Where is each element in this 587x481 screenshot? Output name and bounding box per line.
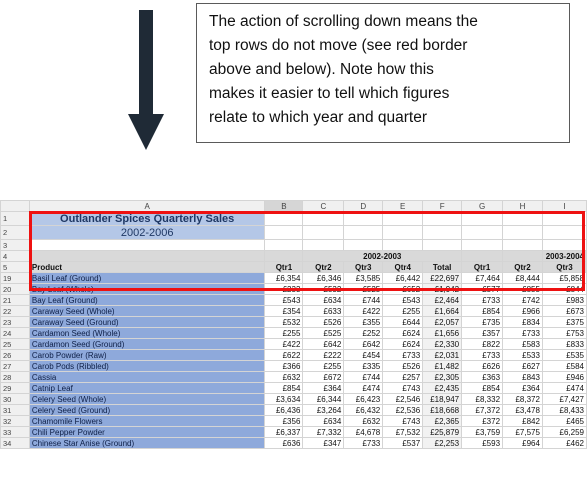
value-cell[interactable]: £5,858: [542, 273, 586, 284]
value-cell[interactable]: £2,546: [383, 394, 423, 405]
value-cell[interactable]: £474: [542, 383, 586, 394]
cell[interactable]: [383, 226, 423, 240]
value-cell[interactable]: £537: [383, 438, 423, 449]
value-cell[interactable]: £632: [265, 372, 303, 383]
total-cell[interactable]: £2,253: [423, 438, 462, 449]
value-cell[interactable]: £584: [542, 361, 586, 372]
value-cell[interactable]: £822: [462, 339, 503, 350]
column-header-i[interactable]: I: [542, 201, 586, 212]
product-cell[interactable]: Bay Leaf (Whole): [29, 284, 265, 295]
qtr-header[interactable]: Qtr3: [344, 262, 383, 273]
row-number[interactable]: 27: [1, 361, 30, 372]
product-cell[interactable]: Cardamon Seed (Ground): [29, 339, 265, 350]
value-cell[interactable]: £626: [462, 361, 503, 372]
value-cell[interactable]: £7,372: [462, 405, 503, 416]
cell[interactable]: [29, 251, 265, 262]
cell[interactable]: [503, 212, 543, 226]
value-cell[interactable]: £257: [383, 372, 423, 383]
value-cell[interactable]: £946: [542, 372, 586, 383]
callout-line: makes it easier to tell which figures: [209, 85, 450, 102]
value-cell[interactable]: £7,332: [303, 427, 344, 438]
value-cell[interactable]: £636: [265, 438, 303, 449]
value-cell[interactable]: £6,423: [344, 394, 383, 405]
value-cell[interactable]: £644: [383, 317, 423, 328]
qtr-header[interactable]: Qtr4: [383, 262, 423, 273]
table-row: [1, 306, 587, 317]
row-number[interactable]: 29: [1, 383, 30, 394]
total-cell[interactable]: £25,879: [423, 427, 462, 438]
callout-line: relate to which year and quarter: [209, 109, 427, 126]
total-cell[interactable]: £2,031: [423, 350, 462, 361]
value-cell[interactable]: £233: [265, 284, 303, 295]
row-number[interactable]: 32: [1, 416, 30, 427]
total-cell[interactable]: £2,365: [423, 416, 462, 427]
value-cell[interactable]: £474: [344, 383, 383, 394]
frozen-row-2: [1, 226, 587, 240]
value-cell[interactable]: £743: [383, 416, 423, 427]
product-cell[interactable]: Cardamon Seed (Whole): [29, 328, 265, 339]
value-cell[interactable]: £735: [462, 317, 503, 328]
table-row: [1, 339, 587, 350]
value-cell[interactable]: £526: [303, 317, 344, 328]
cell[interactable]: [303, 212, 344, 226]
cell[interactable]: [265, 240, 303, 251]
value-cell[interactable]: £543: [383, 295, 423, 306]
total-cell[interactable]: £1,656: [423, 328, 462, 339]
value-cell[interactable]: £634: [303, 295, 344, 306]
product-cell[interactable]: Chinese Star Anise (Ground): [29, 438, 265, 449]
column-header-f[interactable]: F: [423, 201, 462, 212]
product-cell[interactable]: Cassia: [29, 372, 265, 383]
table-row: [1, 383, 587, 394]
year-header-2002-2003[interactable]: 2002-2003: [303, 251, 462, 262]
value-cell[interactable]: £632: [344, 416, 383, 427]
cell[interactable]: [542, 212, 586, 226]
product-cell[interactable]: Catnip Leaf: [29, 383, 265, 394]
value-cell[interactable]: £6,346: [303, 273, 344, 284]
row-number[interactable]: 21: [1, 295, 30, 306]
table-row: [1, 273, 587, 284]
cell[interactable]: [503, 251, 543, 262]
cell[interactable]: [462, 251, 503, 262]
value-cell[interactable]: £255: [265, 328, 303, 339]
value-cell[interactable]: £372: [462, 416, 503, 427]
column-header-g[interactable]: G: [462, 201, 503, 212]
value-cell[interactable]: £525: [344, 284, 383, 295]
table-row: [1, 394, 587, 405]
value-cell[interactable]: £627: [503, 361, 543, 372]
value-cell[interactable]: £753: [542, 328, 586, 339]
row-number[interactable]: 2: [1, 226, 30, 240]
product-cell[interactable]: Chamomile Flowers: [29, 416, 265, 427]
value-cell[interactable]: £642: [303, 339, 344, 350]
value-cell[interactable]: £3,634: [265, 394, 303, 405]
row-number[interactable]: 23: [1, 317, 30, 328]
value-cell[interactable]: £252: [344, 328, 383, 339]
value-cell[interactable]: £422: [265, 339, 303, 350]
cell[interactable]: [462, 226, 503, 240]
total-cell[interactable]: £22,697: [423, 273, 462, 284]
value-cell[interactable]: £526: [383, 361, 423, 372]
value-cell[interactable]: £533: [503, 350, 543, 361]
value-cell[interactable]: £462: [542, 438, 586, 449]
column-header-h[interactable]: H: [503, 201, 543, 212]
table-row: [1, 427, 587, 438]
row-number[interactable]: 22: [1, 306, 30, 317]
value-cell[interactable]: £335: [344, 361, 383, 372]
value-cell[interactable]: £742: [503, 295, 543, 306]
product-cell[interactable]: Caraway Seed (Whole): [29, 306, 265, 317]
value-cell[interactable]: £3,264: [303, 405, 344, 416]
sheet-title[interactable]: Outlander Spices Quarterly Sales: [29, 212, 265, 226]
value-cell[interactable]: £854: [462, 383, 503, 394]
value-cell[interactable]: £347: [303, 438, 344, 449]
cell[interactable]: [344, 226, 383, 240]
value-cell[interactable]: £535: [542, 350, 586, 361]
data-rows: [1, 273, 587, 449]
callout-note: [196, 3, 570, 143]
cell[interactable]: [542, 226, 586, 240]
cell[interactable]: [265, 251, 303, 262]
row-number[interactable]: 26: [1, 350, 30, 361]
row-number[interactable]: 4: [1, 251, 30, 262]
row-number[interactable]: 20: [1, 284, 30, 295]
value-cell[interactable]: £642: [344, 339, 383, 350]
product-cell[interactable]: Basil Leaf (Ground): [29, 273, 265, 284]
cell[interactable]: [462, 240, 503, 251]
value-cell[interactable]: £7,532: [383, 427, 423, 438]
value-cell[interactable]: £733: [383, 350, 423, 361]
value-cell[interactable]: £532: [303, 284, 344, 295]
value-cell[interactable]: £354: [265, 306, 303, 317]
total-cell[interactable]: £18,668: [423, 405, 462, 416]
value-cell[interactable]: £543: [265, 295, 303, 306]
callout-line: top rows do not move (see red border: [209, 37, 468, 54]
total-cell[interactable]: £2,464: [423, 295, 462, 306]
total-cell[interactable]: £1,664: [423, 306, 462, 317]
value-cell[interactable]: £222: [303, 350, 344, 361]
product-cell[interactable]: Carob Powder (Raw): [29, 350, 265, 361]
row-number[interactable]: 34: [1, 438, 30, 449]
frozen-row-1: [1, 212, 587, 226]
value-cell[interactable]: £8,372: [503, 394, 543, 405]
value-cell[interactable]: £633: [303, 306, 344, 317]
value-cell[interactable]: £583: [503, 339, 543, 350]
value-cell[interactable]: £733: [462, 350, 503, 361]
value-cell[interactable]: £6,337: [265, 427, 303, 438]
cell[interactable]: [462, 212, 503, 226]
row-number[interactable]: 5: [1, 262, 30, 273]
value-cell[interactable]: £3,759: [462, 427, 503, 438]
total-cell[interactable]: £1,942: [423, 284, 462, 295]
value-cell[interactable]: £375: [542, 317, 586, 328]
cell[interactable]: [542, 240, 586, 251]
cell[interactable]: [265, 226, 303, 240]
row-number[interactable]: 3: [1, 240, 30, 251]
year-header-2003-2004[interactable]: 2003-2004: [542, 251, 586, 262]
value-cell[interactable]: £465: [542, 416, 586, 427]
row-number[interactable]: 1: [1, 212, 30, 226]
value-cell[interactable]: £6,442: [383, 273, 423, 284]
value-cell[interactable]: £843: [503, 372, 543, 383]
value-cell[interactable]: £422: [344, 306, 383, 317]
value-cell[interactable]: £3,478: [503, 405, 543, 416]
cell[interactable]: [503, 240, 543, 251]
value-cell[interactable]: £6,354: [265, 273, 303, 284]
value-cell[interactable]: £255: [303, 361, 344, 372]
cell[interactable]: [383, 240, 423, 251]
column-header-a[interactable]: A: [29, 201, 265, 212]
value-cell[interactable]: £363: [462, 372, 503, 383]
value-cell[interactable]: £842: [503, 416, 543, 427]
product-header[interactable]: Product: [29, 262, 265, 273]
value-cell[interactable]: £6,436: [265, 405, 303, 416]
value-cell[interactable]: £652: [383, 284, 423, 295]
column-header-b[interactable]: B: [265, 201, 303, 212]
down-arrow-icon: [128, 10, 164, 150]
value-cell[interactable]: £624: [383, 339, 423, 350]
value-cell[interactable]: £366: [265, 361, 303, 372]
row-number[interactable]: 24: [1, 328, 30, 339]
qtr-header[interactable]: Qtr1: [265, 262, 303, 273]
product-cell[interactable]: Celery Seed (Whole): [29, 394, 265, 405]
value-cell[interactable]: £855: [503, 284, 543, 295]
value-cell[interactable]: £6,344: [303, 394, 344, 405]
sheet-subtitle[interactable]: 2002-2006: [29, 226, 265, 240]
value-cell[interactable]: £532: [265, 317, 303, 328]
value-cell[interactable]: £593: [462, 438, 503, 449]
value-cell[interactable]: £634: [303, 416, 344, 427]
cell[interactable]: [29, 240, 265, 251]
value-cell[interactable]: £743: [383, 383, 423, 394]
frozen-row-3: [1, 240, 587, 251]
value-cell[interactable]: £8,332: [462, 394, 503, 405]
value-cell[interactable]: £733: [503, 328, 543, 339]
value-cell[interactable]: £357: [462, 328, 503, 339]
value-cell[interactable]: £744: [344, 295, 383, 306]
column-header-row: [1, 201, 587, 212]
value-cell[interactable]: £4,678: [344, 427, 383, 438]
cell[interactable]: [303, 226, 344, 240]
value-cell[interactable]: £983: [542, 295, 586, 306]
column-header-c[interactable]: C: [303, 201, 344, 212]
table-row: [1, 317, 587, 328]
cell[interactable]: [303, 240, 344, 251]
value-cell[interactable]: £964: [503, 438, 543, 449]
row-number[interactable]: 33: [1, 427, 30, 438]
total-cell[interactable]: £2,330: [423, 339, 462, 350]
row-number[interactable]: 30: [1, 394, 30, 405]
value-cell[interactable]: £733: [344, 438, 383, 449]
product-cell[interactable]: Bay Leaf (Ground): [29, 295, 265, 306]
value-cell[interactable]: £2,536: [383, 405, 423, 416]
value-cell[interactable]: £364: [303, 383, 344, 394]
value-cell[interactable]: £8,433: [542, 405, 586, 416]
table-row: [1, 295, 587, 306]
qtr-header[interactable]: Qtr2: [503, 262, 543, 273]
total-header[interactable]: Total: [423, 262, 462, 273]
row-number[interactable]: 19: [1, 273, 30, 284]
total-cell[interactable]: £2,435: [423, 383, 462, 394]
qtr-header[interactable]: Qtr3: [542, 262, 586, 273]
row-number[interactable]: 25: [1, 339, 30, 350]
spreadsheet-grid: [0, 200, 587, 449]
value-cell[interactable]: £854: [462, 306, 503, 317]
table-row: [1, 328, 587, 339]
value-cell[interactable]: £673: [542, 306, 586, 317]
column-header-d[interactable]: D: [344, 201, 383, 212]
value-cell[interactable]: £454: [344, 350, 383, 361]
value-cell[interactable]: £834: [503, 317, 543, 328]
value-cell[interactable]: £733: [462, 295, 503, 306]
product-cell[interactable]: Chili Pepper Powder: [29, 427, 265, 438]
total-cell[interactable]: £2,057: [423, 317, 462, 328]
value-cell[interactable]: £364: [503, 383, 543, 394]
value-cell[interactable]: £355: [344, 317, 383, 328]
cell[interactable]: [344, 212, 383, 226]
select-all-corner[interactable]: [1, 201, 30, 212]
cell[interactable]: [423, 226, 462, 240]
qtr-header[interactable]: Qtr1: [462, 262, 503, 273]
callout-line: The action of scrolling down means the: [209, 13, 478, 30]
table-row: [1, 405, 587, 416]
value-cell[interactable]: £854: [265, 383, 303, 394]
cell[interactable]: [265, 212, 303, 226]
value-cell[interactable]: £6,259: [542, 427, 586, 438]
frozen-header-row: [1, 262, 587, 273]
qtr-header[interactable]: Qtr2: [303, 262, 344, 273]
value-cell[interactable]: £6,432: [344, 405, 383, 416]
value-cell[interactable]: £7,464: [462, 273, 503, 284]
cell[interactable]: [423, 212, 462, 226]
total-cell[interactable]: £2,305: [423, 372, 462, 383]
spreadsheet: [0, 200, 587, 481]
cell[interactable]: [503, 226, 543, 240]
value-cell[interactable]: £844: [542, 284, 586, 295]
value-cell[interactable]: £525: [303, 328, 344, 339]
row-number[interactable]: 28: [1, 372, 30, 383]
table-row: [1, 350, 587, 361]
total-cell[interactable]: £18,947: [423, 394, 462, 405]
product-cell[interactable]: Caraway Seed (Ground): [29, 317, 265, 328]
product-cell[interactable]: Celery Seed (Ground): [29, 405, 265, 416]
value-cell[interactable]: £255: [383, 306, 423, 317]
cell[interactable]: [383, 212, 423, 226]
value-cell[interactable]: £833: [542, 339, 586, 350]
value-cell[interactable]: £966: [503, 306, 543, 317]
value-cell[interactable]: £356: [265, 416, 303, 427]
value-cell[interactable]: £744: [344, 372, 383, 383]
callout-line: above and below). Note how this: [209, 61, 434, 78]
table-row: [1, 416, 587, 427]
product-cell[interactable]: Carob Pods (Ribbled): [29, 361, 265, 372]
table-row: [1, 438, 587, 449]
value-cell[interactable]: £3,585: [344, 273, 383, 284]
cell[interactable]: [344, 240, 383, 251]
value-cell[interactable]: £622: [265, 350, 303, 361]
table-row: [1, 284, 587, 295]
frozen-row-4: [1, 251, 587, 262]
total-cell[interactable]: £1,482: [423, 361, 462, 372]
row-number[interactable]: 31: [1, 405, 30, 416]
value-cell[interactable]: £672: [303, 372, 344, 383]
column-header-e[interactable]: E: [383, 201, 423, 212]
value-cell[interactable]: £8,444: [503, 273, 543, 284]
value-cell[interactable]: £7,575: [503, 427, 543, 438]
cell[interactable]: [423, 240, 462, 251]
value-cell[interactable]: £577: [462, 284, 503, 295]
table-row: [1, 361, 587, 372]
table-row: [1, 372, 587, 383]
value-cell[interactable]: £7,427: [542, 394, 586, 405]
value-cell[interactable]: £624: [383, 328, 423, 339]
